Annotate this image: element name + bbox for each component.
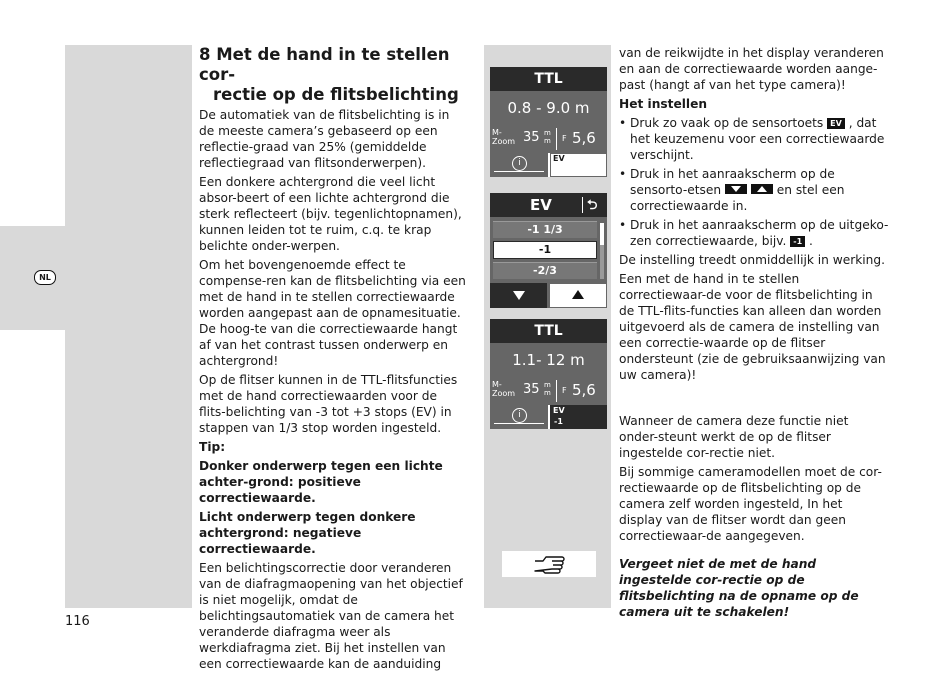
section-title-line1: 8 Met de hand in te stellen cor- [199,45,450,84]
section-title-line2: rectie op de flitsbelichting [213,85,459,104]
subheading: Het instellen [619,97,708,111]
ev-label: EV [553,154,565,163]
paragraph: Een met de hand in te stellen correctiewaar-de voor de flitsbelichting in de TTL-flits-functies kan alleen dan worden uitgevoerd als de camera de instelling van een correctie-waarde op de flitser ondersteunt (zie de gebruiksaanwijzing van uw camera)! [619,272,886,382]
tip-dark-subject: Donker onderwerp tegen een lichte achter-grond: positieve correctiewaarde. [199,459,443,505]
range-readout: 1.1- 12 m [490,343,607,377]
zoom-value: 35 [523,382,540,397]
ev-menu-header [490,193,607,217]
text-column-right [619,45,889,623]
zoom-unit: m m [544,381,551,397]
ev-option-selected[interactable]: -1 [493,241,597,259]
warning-note: Vergeet niet de met de hand ingestelde cor-rectie op de flitsbelichting na de opname op de camera uit te schakelen! [619,557,859,619]
info-button[interactable] [490,153,548,177]
arrow-up-icon [751,184,773,194]
ev-key-badge: EV [827,118,845,129]
instruction-list [619,115,889,249]
info-icon: i [512,156,527,171]
mode-bar: TTL [490,67,607,91]
ev-correction-menu [490,193,607,308]
paragraph: Een belichtingscorrectie door veranderen van de diafragmaopening van het objectief is niet mogelijk, omdat de belichtingsautomatiek van de camera het veranderde diafragma weer als werkdiafragma ziet. Bij het instellen van een correctiewaarde kan de aanduiding [199,561,463,671]
separator [556,128,557,150]
paragraph: van de reikwijdte in het display veranderen en aan de correctiewaarde worden aange-past (hangt af van het type camera)! [619,46,884,92]
paragraph: De instelling treedt onmiddellijk in werking. [619,253,886,267]
flash-display-after [490,319,607,429]
ev-label: EV [553,406,565,415]
separator [556,380,557,402]
tip-box [502,551,596,577]
ev-arrow-buttons [490,283,607,308]
zoom-unit: m m [544,129,551,145]
aperture-value: 5,6 [572,129,596,147]
zoom-value: 35 [523,130,540,145]
ev-button[interactable] [550,153,607,177]
ev-value-list [493,221,597,282]
ev-option[interactable]: -1 1/3 [493,221,597,238]
flash-display-before [490,67,607,177]
zoom-row [490,377,607,405]
section-title [199,45,467,105]
paragraph: Bij sommige cameramodellen moet de cor-rectiewaarde op de flitsbelichting op de camera zelf worden ingesteld, In het display van de flitser wordt dan geen correctiewaar-de aangegeven. [619,465,882,543]
info-icon: i [512,408,527,423]
tip-label: Tip: [199,440,226,454]
info-button[interactable] [490,405,548,429]
zoom-label: M- Zoom [492,128,516,146]
ev-menu-title: EV [530,196,552,214]
language-badge: NL [34,270,56,285]
page-number: 116 [65,614,90,629]
arrow-up-icon[interactable] [549,283,608,308]
paragraph: De automatiek van de flitsbelichting is in de meeste camera’s gebaseerd op een reflectie-graad van 25% (gemiddelde reflectiegraad van flitsonderwerpen). [199,108,450,170]
paragraph: Wanneer de camera deze functie niet onder-steunt werkt de op de flitser ingestelde cor-rectie niet. [619,414,849,460]
ev-value: -1 [554,417,563,426]
tip-light-subject: Licht onderwerp tegen donkere achtergrond: negatieve correctiewaarde. [199,510,416,556]
zoom-label: M- Zoom [492,380,516,398]
pointing-hand-icon [533,554,567,574]
bottom-row [490,405,607,429]
list-item: • Druk in het aanraakscherm op de sensorto-etsen en stel een correctiewaarde in. [619,166,889,214]
range-readout: 0.8 - 9.0 m [490,91,607,125]
bottom-row [490,153,607,177]
list-item: • Druk zo vaak op de sensortoets EV , dat het keuzemenu voor een correctiewaarde verschijnt. [619,115,889,163]
paragraph: Om het bovengenoemde effect te compense-ren kan de flitsbelichting via een met de hand in te stellen correctiewaarde worden aangepast aan de opnamesituatie. De hoog-te van die correctiewaarde hangt af van het contrast tussen onderwerp en achtergrond! [199,258,466,368]
aperture-label: F [562,134,567,143]
list-item: • Druk in het aanraakscherm op de uitgeko-zen correctiewaarde, bijv. -1 . [619,217,889,249]
paragraph: Op de flitser kunnen in de TTL-flitsfuncties met de hand correctiewaarden voor de flits-belichting van -3 tot +3 stops (EV) in stappen van 1/3 stop worden ingesteld. [199,373,458,435]
back-arrow-icon[interactable]: ⮌ [587,198,598,213]
ev-option[interactable]: -2/3 [493,262,597,279]
aperture-value: 5,6 [572,381,596,399]
zoom-row [490,125,607,153]
text-column-left [199,45,467,675]
scrollbar[interactable] [600,223,604,279]
arrow-down-icon [725,184,747,194]
aperture-label: F [562,386,567,395]
left-grey-margin [65,45,192,608]
arrow-down-icon[interactable] [490,283,547,308]
ev-value-badge: -1 [790,236,805,247]
ev-button[interactable] [550,405,607,429]
mode-bar: TTL [490,319,607,343]
paragraph: Een donkere achtergrond die veel licht absor-beert of een lichte achtergrond die sterk reflecteert (bijv. tegenlichtopnamen), kunnen leiden tot te ruim, c.q. te krap belichte onder-werpen. [199,175,462,253]
